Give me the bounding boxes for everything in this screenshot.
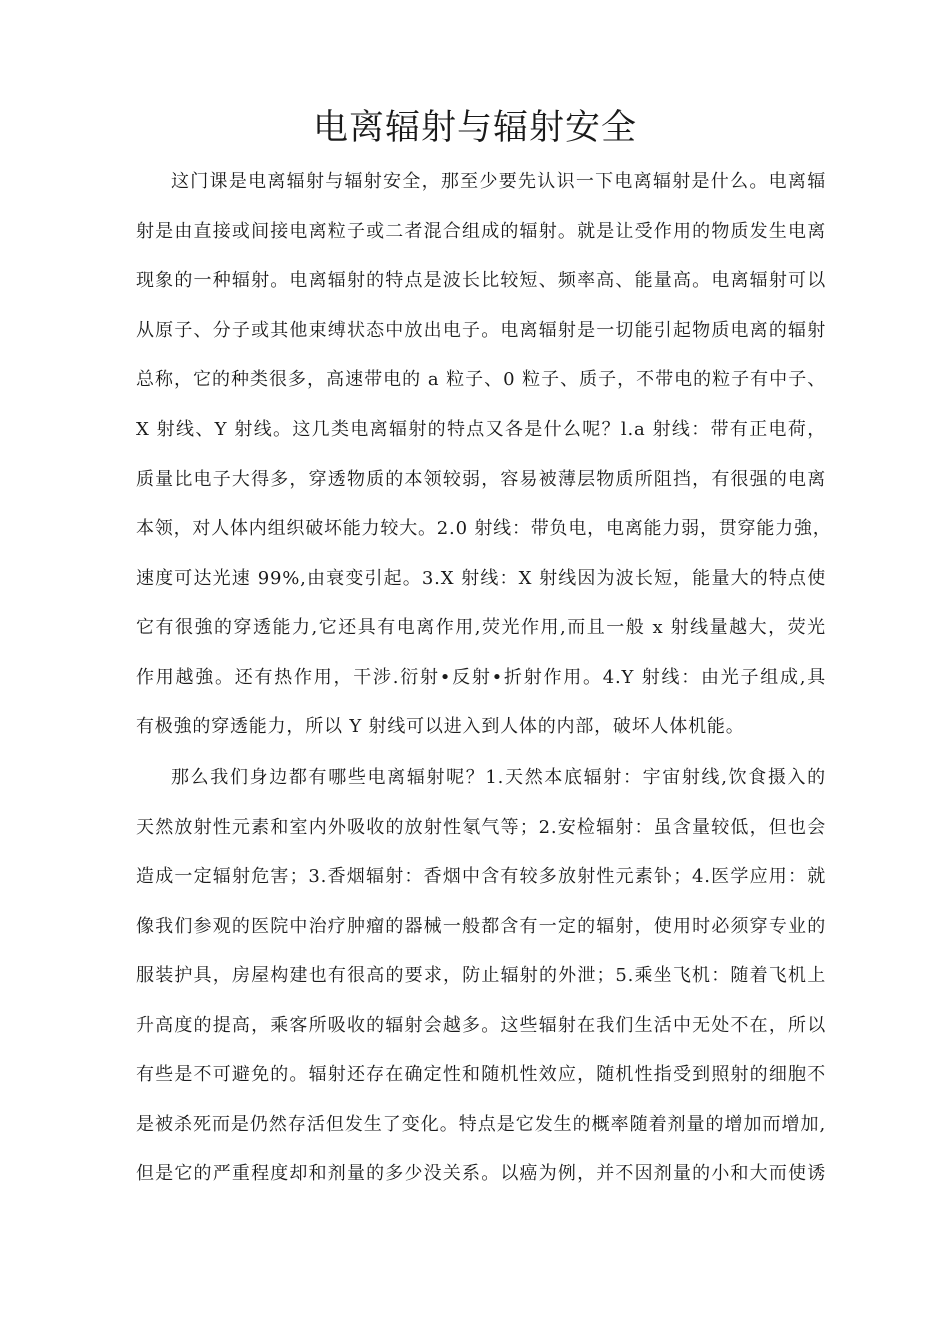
paragraph-2-line-7: 有些是不可避免的。辐射还存在确定性和随机性效应，随机性指受到照射的细胞不 <box>136 1064 826 1085</box>
paragraph-1-line-12: 有极強的穿透能力，所以 Y 射线可以进入到人体的内部，破坏人体机能。 <box>136 716 745 737</box>
paragraph-1-line-1: 这门课是电离辐射与辐射安全，那至少要先认识一下电离辐射是什么。电离辐 <box>171 171 826 192</box>
paragraph-1-line-9: 速度可达光速 99%,由衰变引起。3.X 射线：X 射线因为波长短，能量大的特点使 <box>136 568 826 589</box>
paragraph-1-line-5: 总称，它的种类很多，高速带电的 a 粒子、0 粒子、质子，不带电的粒子有中子、 <box>136 369 826 390</box>
paragraph-2-line-3: 造成一定辐射危害；3.香烟辐射：香烟中含有较多放射性元素钋；4.医学应用：就 <box>136 866 826 887</box>
paragraph-1-line-4: 从原子、分子或其他束缚状态中放出电子。电离辐射是一切能引起物质电离的辐射 <box>136 320 826 341</box>
paragraph-2-line-1: 那么我们身边都有哪些电离辐射呢？1.天然本底辐射：宇宙射线,饮食摄入的 <box>171 767 826 788</box>
paragraph-1-line-7: 质量比电子大得多，穿透物质的本领较弱，容易被薄层物质所阻挡，有很强的电离 <box>136 469 826 490</box>
paragraph-1-line-10: 它有很強的穿透能力,它还具有电离作用,荧光作用,而且一般 x 射线量越大，荧光 <box>136 617 826 638</box>
paragraph-1-line-6: X 射线、Y 射线。这几类电离辐射的特点又各是什么呢？l.a 射线：带有正电荷， <box>136 419 826 440</box>
paragraph-1-line-11: 作用越強。还有热作用，干涉.衍射•反射•折射作用。4.Y 射线：由光子组成,具 <box>136 667 826 688</box>
paragraph-2-line-4: 像我们参观的医院中治疗肿瘤的器械一般都含有一定的辐射，使用时必须穿专业的 <box>136 916 826 937</box>
paragraph-1-line-3: 现象的一种辐射。电离辐射的特点是波长比较短、频率高、能量高。电离辐射可以 <box>136 270 826 291</box>
paragraph-1-line-8: 本领，对人体内组织破坏能力较大。2.0 射线：带负电，电离能力弱，贯穿能力強， <box>136 518 832 539</box>
paragraph-2-line-5: 服装护具，房屋构建也有很高的要求，防止辐射的外泄；5.乘坐飞机：随着飞机上 <box>136 965 826 986</box>
paragraph-2-line-6: 升高度的提高，乘客所吸收的辐射会越多。这些辐射在我们生活中无处不在，所以 <box>136 1015 826 1036</box>
paragraph-1-line-2: 射是由直接或间接电离粒子或二者混合组成的辐射。就是让受作用的物质发生电离 <box>136 221 826 242</box>
document-title: 电离辐射与辐射安全 <box>312 108 637 148</box>
paragraph-2-line-8: 是被杀死而是仍然存活但发生了变化。特点是它发生的概率随着剂量的增加而增加, <box>136 1114 826 1135</box>
paragraph-2-line-2: 天然放射性元素和室内外吸收的放射性氡气等；2.安检辐射：虽含量较低，但也会 <box>136 817 826 838</box>
paragraph-2-line-9: 但是它的严重程度却和剂量的多少没关系。以癌为例，并不因剂量的小和大而使诱 <box>136 1163 826 1184</box>
